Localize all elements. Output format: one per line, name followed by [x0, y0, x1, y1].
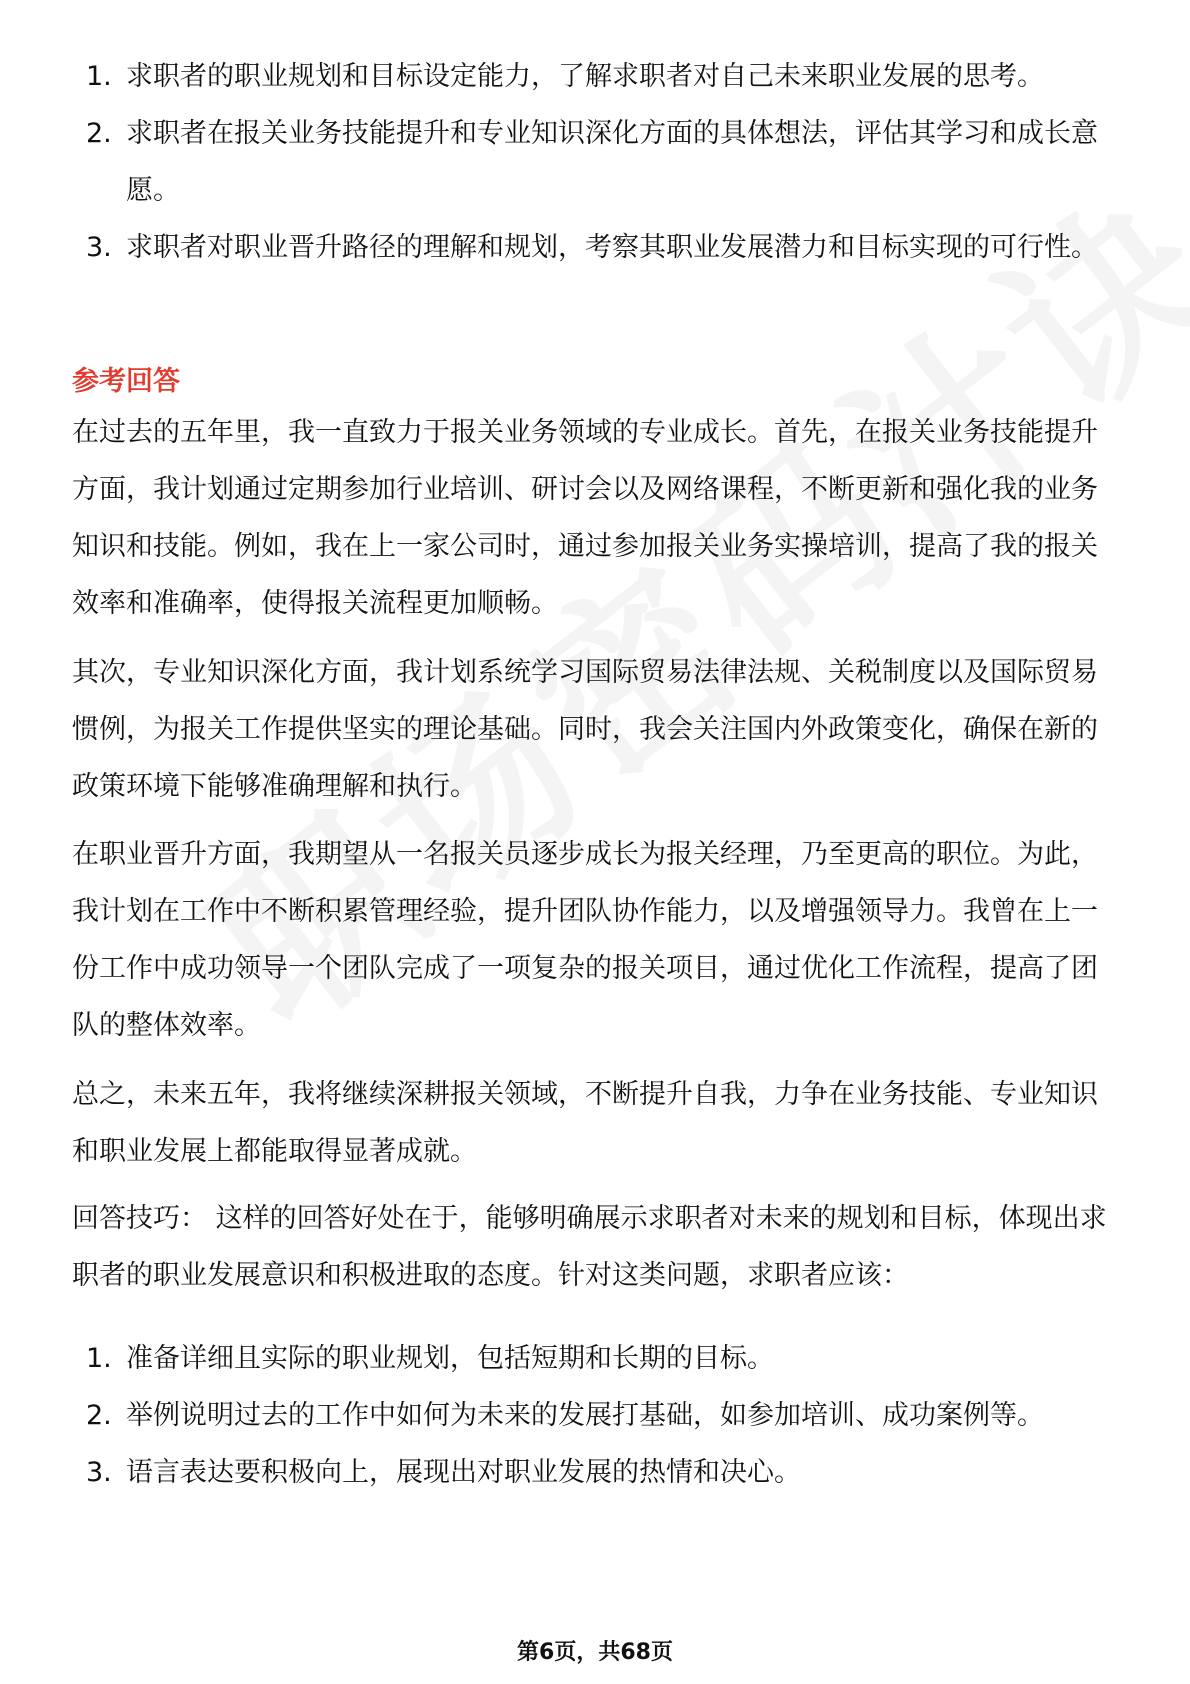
list-item-text: 准备详细且实际的职业规划，包括短期和长期的目标。 — [126, 1343, 774, 1374]
list-item-text: 求职者的职业规划和目标设定能力，了解求职者对自己未来职业发展的思考。 — [126, 61, 1044, 92]
answer-paragraph: 在职业晋升方面，我期望从一名报关员逐步成长为报关经理，乃至更高的职位。为此，我计划在工作中不断积累管理经验，提升团队协作能力，以及增强领导力。我曾在上一份工作中成功领导一个团队完成了一项复杂的报关项目，通过优化工作流程，提高了团队的整体效率。 — [72, 839, 1098, 1041]
list-item — [86, 105, 1126, 219]
list-number: 3. — [86, 232, 112, 263]
section-heading: 参考回答 — [72, 366, 180, 397]
answer-paragraph: 在过去的五年里，我一直致力于报关业务领域的专业成长。首先，在报关业务技能提升方面，我计划通过定期参加行业培训、研讨会以及网络课程，不断更新和强化我的业务知识和技能。例如，我在上一家公司时，通过参加报关业务实操培训，提高了我的报关效率和准确率，使得报关流程更加顺畅。 — [72, 417, 1098, 619]
list-item-text: 语言表达要积极向上，展现出对职业发展的热情和决心。 — [126, 1457, 801, 1488]
list-number: 3. — [86, 1457, 112, 1488]
list-item-text: 求职者在报关业务技能提升和专业知识深化方面的具体想法，评估其学习和成长意愿。 — [126, 118, 1098, 206]
answer-tips-paragraph: 回答技巧： 这样的回答好处在于，能够明确展示求职者对未来的规划和目标，体现出求职者的职业发展意识和积极进取的态度。针对这类问题，求职者应该： — [72, 1203, 1107, 1291]
list-item — [86, 1444, 1126, 1501]
objectives-list — [86, 48, 1126, 276]
list-number: 1. — [86, 1343, 112, 1374]
list-number: 2. — [86, 118, 112, 149]
list-number: 1. — [86, 61, 112, 92]
list-item — [86, 219, 1126, 276]
tips-list — [86, 1330, 1126, 1501]
list-item-text: 举例说明过去的工作中如何为未来的发展打基础，如参加培训、成功案例等。 — [126, 1400, 1044, 1431]
answer-paragraph: 总之，未来五年，我将继续深耕报关领域，不断提升自我，力争在业务技能、专业知识和职业发展上都能取得显著成就。 — [72, 1079, 1098, 1167]
list-item — [86, 1330, 1126, 1387]
list-number: 2. — [86, 1400, 112, 1431]
list-item — [86, 48, 1126, 105]
list-item-text: 求职者对职业晋升路径的理解和规划，考察其职业发展潜力和目标实现的可行性。 — [126, 232, 1098, 263]
page-number: 第6页，共68页 — [517, 1640, 673, 1665]
answer-paragraph: 其次，专业知识深化方面，我计划系统学习国际贸易法律法规、关税制度以及国际贸易惯例，为报关工作提供坚实的理论基础。同时，我会关注国内外政策变化，确保在新的政策环境下能够准确理解和执行。 — [72, 657, 1098, 802]
list-item — [86, 1387, 1126, 1444]
